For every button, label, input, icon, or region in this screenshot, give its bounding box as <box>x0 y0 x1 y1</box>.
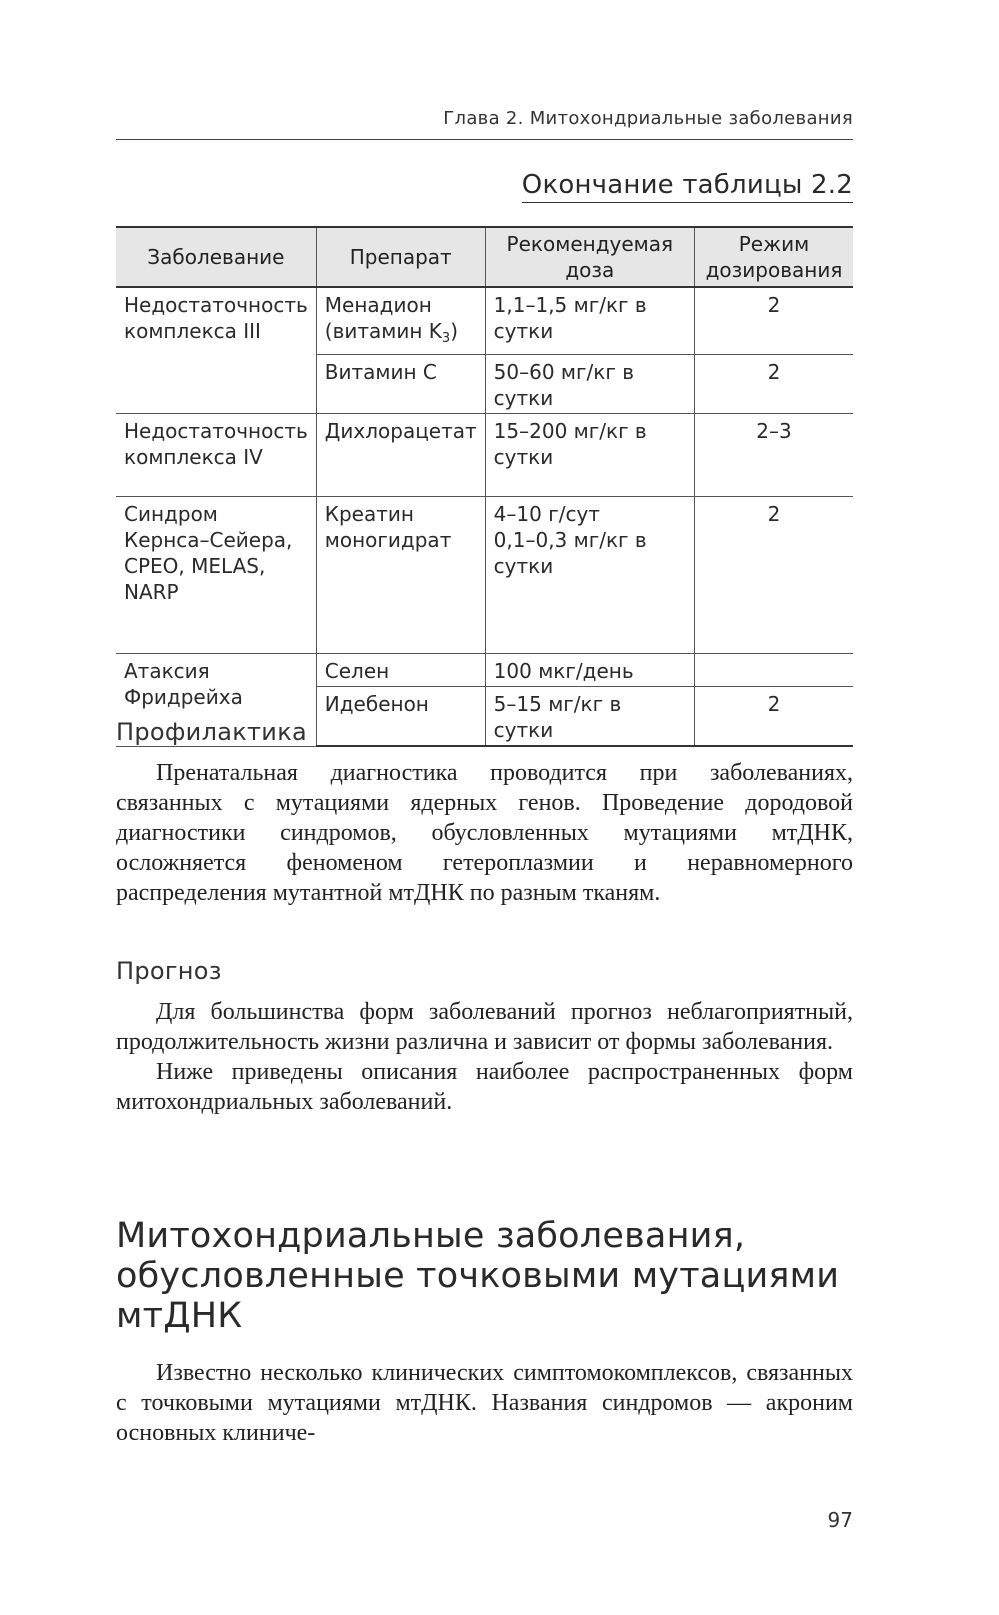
dose-cell: 15–200 мг/кг в сутки <box>485 414 694 497</box>
drug-cell: Идебенон <box>316 687 485 747</box>
mode-cell: 2 <box>694 287 853 355</box>
table-caption: Окончание таблицы 2.2 <box>522 170 853 203</box>
drug-subscript: 3 <box>441 331 451 346</box>
dose-line: 0,1–0,3 мг/кг в сутки <box>493 528 647 578</box>
drug-cell: Селен <box>316 654 485 687</box>
mode-cell: 2 <box>694 687 853 747</box>
page-number: 97 <box>827 1508 853 1532</box>
drug-cell: Витамин С <box>316 355 485 414</box>
table-header-row <box>116 227 853 287</box>
dose-cell: 50–60 мг/кг в сутки <box>485 355 694 414</box>
table-row <box>116 414 853 497</box>
prognosis-text: Ниже приведены описания наиболее распространенных форм митохондриальных заболеваний. <box>116 1059 853 1115</box>
dose-cell: 5–15 мг/кг в сутки <box>485 687 694 747</box>
dose-line: 4–10 г/сут <box>493 502 600 526</box>
mode-cell: 2 <box>694 355 853 414</box>
column-header-dose: Рекомендуемая доза <box>485 227 694 287</box>
prognosis-text: Для большинства форм заболеваний прогноз неблагоприятный, продолжительность жизни различна и зависит от формы заболевания. <box>116 999 853 1055</box>
disease-cell: Синдром Кернса–Сейера, СРЕО, MELAS, NARP <box>116 497 316 654</box>
mode-cell <box>694 654 853 687</box>
drug-cell: Креатин моногидрат <box>316 497 485 654</box>
disease-cell: Недостаточность комплекса IV <box>116 414 316 497</box>
dose-cell: 100 мкг/день <box>485 654 694 687</box>
table-row <box>116 497 853 654</box>
section-text: Известно несколько клинических симптомокомплексов, связанных с точковыми мутациями мтДНК. Названия синдромов — акроним основных клиниче- <box>116 1360 853 1446</box>
mode-cell: 2 <box>694 497 853 654</box>
drug-cell: Дихлорацетат <box>316 414 485 497</box>
table-row <box>116 654 853 687</box>
dose-cell <box>485 497 694 654</box>
column-header-disease: Заболевание <box>116 227 316 287</box>
column-header-drug: Препарат <box>316 227 485 287</box>
prophylaxis-paragraph <box>116 758 853 908</box>
mode-cell: 2–3 <box>694 414 853 497</box>
running-header: Глава 2. Митохондриальные заболевания <box>443 108 853 129</box>
disease-cell: Недостаточность комплекса III <box>116 287 316 414</box>
prognosis-paragraph <box>116 997 853 1117</box>
drug-cell <box>316 287 485 355</box>
disease-cell: Атаксия Фридрейха <box>116 654 316 747</box>
dosage-table <box>116 226 853 747</box>
section-heading: Митохондриальные заболевания, обусловленные точковыми мутациями мтДНК <box>116 1216 840 1336</box>
column-header-mode: Режим дозирования <box>694 227 853 287</box>
table-row <box>116 287 853 355</box>
drug-name: Менадион (витамин K <box>324 293 442 343</box>
header-divider <box>116 139 853 140</box>
prophylaxis-text: Пренатальная диагностика проводится при заболеваниях, связанных с мутациями ядерных генов. Проведение дородовой диагностики синдромов, обусловленных мутациями мтДНК, осложняется феноменом гетероплазмии и неравномерного распределения мутантной мтДНК по разным тканям. <box>116 760 853 906</box>
section-paragraph <box>116 1358 853 1448</box>
drug-name-tail: ) <box>450 319 458 343</box>
prognosis-label: Прогноз <box>116 957 222 985</box>
dose-cell: 1,1–1,5 мг/кг в сутки <box>485 287 694 355</box>
prophylaxis-label: Профилактика <box>116 718 308 746</box>
